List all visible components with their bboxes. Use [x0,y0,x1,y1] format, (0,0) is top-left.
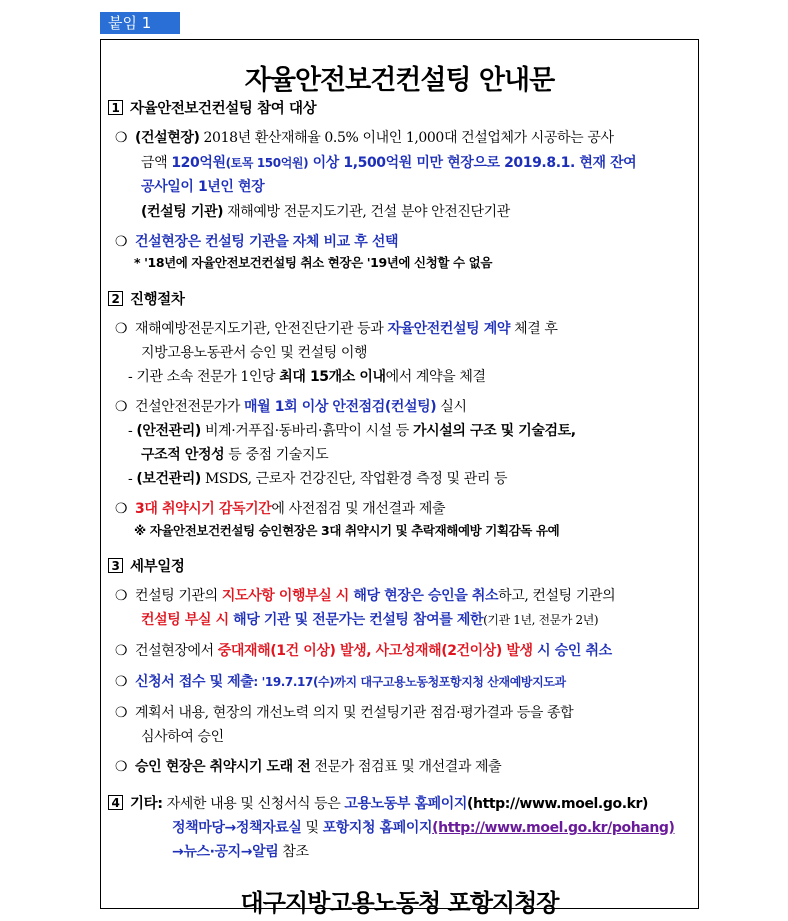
text-span: 재해예방전문지도기관, 안전진단기관 등과 [135,321,388,337]
bullet-circle-icon: ❍ [115,321,128,337]
text-span: 120억원 [171,155,226,171]
text-span: - [128,471,137,487]
text-span: 체결 후 [510,321,558,337]
s2-line-h [115,498,445,518]
s3-line-b [141,609,598,629]
issuer-signature: 대구지방고용노동청 포항지청장 [240,889,559,917]
text-span: 금액 [141,155,172,171]
text-span: 등 중점 기술지도 [224,447,329,463]
bullet-circle-icon: ❍ [115,234,128,250]
text-span: 2018년 환산재해율 0.5% 이내인 1,000대 건설업체가 시공하는 공사 [199,130,614,146]
bullet-circle-icon: ❍ [115,588,128,604]
text-span: 컨설팅 부실 시 [141,612,229,628]
bullet-circle-icon: ❍ [115,759,128,775]
text-span: 건설안전전문가가 [135,399,245,415]
text-span: 건설현장에서 [135,643,218,659]
page-title: 자율안전보건컨설팅 안내문 [244,65,555,96]
s3-line-g [115,756,501,776]
bullet-circle-icon: ❍ [115,130,128,146]
s3-line-e [115,702,573,722]
text-span: (기관 1년, 전문가 2년) [483,613,599,627]
text-span: 참조 [278,844,309,860]
s1-line-c: 공사일이 1년인 현장 [141,179,265,195]
text-span: 재해예방 전문지도기관, 건설 분야 안전진단기관 [223,204,510,220]
section-3-heading [108,555,184,576]
section-title: 자율안전보건컨설팅 참여 대상 [130,101,317,117]
text-span: 및 [301,820,323,836]
s1-line-e [115,231,398,251]
s2-line-d [115,396,467,416]
section-title: 기타 [130,796,158,812]
bullet-circle-icon: ❍ [115,399,128,415]
bullet-circle-icon: ❍ [115,705,128,721]
text-span: 시 승인 취소 [532,643,612,659]
text-span: 승인 현장은 취약시기 도래 전 [135,759,311,775]
section-title: 진행절차 [130,292,185,308]
text-span: 지도사항 이행부실 시 [221,588,349,604]
section-number: 3 [108,558,123,573]
text-span: 하고, 컨설팅 기관의 [498,588,616,604]
s2-line-b: 지방고용노동관서 승인 및 컨설팅 이행 [141,345,368,361]
bullet-circle-icon: ❍ [115,674,128,690]
text-span: MSDS, 근로자 건강진단, 작업환경 측정 및 관리 등 [200,471,508,487]
text-span: 비계·거푸집·동바리·흙막이 시설 등 [200,423,413,439]
s1-line-d [141,201,510,221]
text-span: 가시설의 구조 및 기술검토, [412,423,576,439]
s3-line-f: 심사하여 승인 [141,729,224,745]
text-span: 전문가 점검표 및 개선결과 제출 [310,759,502,775]
s1-note: * '18년에 자율안전보건컨설팅 취소 현장은 '19년에 신청할 수 없음 [134,255,492,270]
text-span: 매월 1회 이상 안전점검(컨설팅) [244,399,437,415]
text-span: 해당 기관 및 전문가는 컨설팅 참여를 제한 [228,612,484,628]
text-span: 신청서 접수 및 제출 [135,674,254,690]
text-span: (http://www.moel.go.kr) [467,796,649,812]
text-span: 자율안전컨설팅 계약 [387,321,511,337]
section-2-heading [108,288,184,309]
s2-line-f [141,444,328,464]
text-span: 계획서 내용, 현장의 개선노력 의지 및 컨설팅기관 점검·평가결과 등을 종합 [135,705,574,721]
s4-line-b [172,817,675,837]
text-span: 해당 현장은 승인을 취소 [348,588,499,604]
text-span: (토목 150억원) [225,156,309,170]
text-span: - 기관 소속 전문가 1인당 [128,369,280,385]
text-span: (보건관리) [136,471,201,487]
text-span: 에 사전점검 및 개선결과 제출 [271,501,446,517]
notice-frame [100,39,699,917]
text-span: 정책마당→정책자료실 [172,820,302,836]
text-span: : '19.7.17(수)까지 대구고용노동청포항지청 산재예방지도과 [253,675,566,689]
section-title: 세부일정 [130,559,185,575]
text-span: 실시 [436,399,467,415]
text-span: 고용노동부 홈페이지 [344,796,468,812]
bullet-circle-icon: ❍ [115,643,128,659]
text-span: 중대재해(1건 이상) 발생, 사고성재해(2건이상) 발생 [217,643,533,659]
s3-line-d [115,671,566,691]
pohang-link[interactable]: (http://www.moel.go.kr/pohang) [432,820,675,836]
s1-line-b [141,152,636,172]
s2-line-c [128,366,486,386]
section-4-heading [108,792,648,813]
text-span: 자세한 내용 및 신청서식 등은 [162,796,345,812]
s3-line-c [115,640,612,660]
s3-line-a [115,585,615,605]
bullet-circle-icon: ❍ [115,501,128,517]
text-span: 이상 1,500억원 미만 현장으로 2019.8.1. 현재 잔여 [308,155,637,171]
s2-line-e [128,420,576,440]
s2-line-g [128,468,507,488]
s1-line-a [115,127,614,147]
section-number: 4 [108,795,123,810]
text-span: 건설현장은 컨설팅 기관을 자체 비교 후 선택 [135,234,399,250]
s4-line-c [172,841,309,861]
text-span: 컨설팅 기관의 [135,588,222,604]
text-span: - [128,423,137,439]
s2-note: ※ 자율안전보건컨설팅 승인현장은 3대 취약시기 및 추락재해예방 기획감독 유예 [134,523,560,538]
text-span: 최대 15개소 이내 [279,369,386,385]
section-1-heading [108,97,316,118]
text-span: 에서 계약을 체결 [385,369,486,385]
text-span: 구조적 안정성 [141,447,225,463]
text-span: 포항지청 홈페이지 [322,820,433,836]
section-number: 1 [108,100,123,115]
text-span: (안전관리) [136,423,201,439]
section-number: 2 [108,291,123,306]
text-span: (컨설팅 기관) [141,204,224,220]
attachment-tag: 붙임 1 [100,12,180,34]
text-span: →뉴스·공지→알림 [172,844,279,860]
s2-line-a [115,318,558,338]
text-span: : [157,796,163,812]
text-span: 3대 취약시기 감독기간 [135,501,272,517]
text-span: (건설현장) [135,130,200,146]
